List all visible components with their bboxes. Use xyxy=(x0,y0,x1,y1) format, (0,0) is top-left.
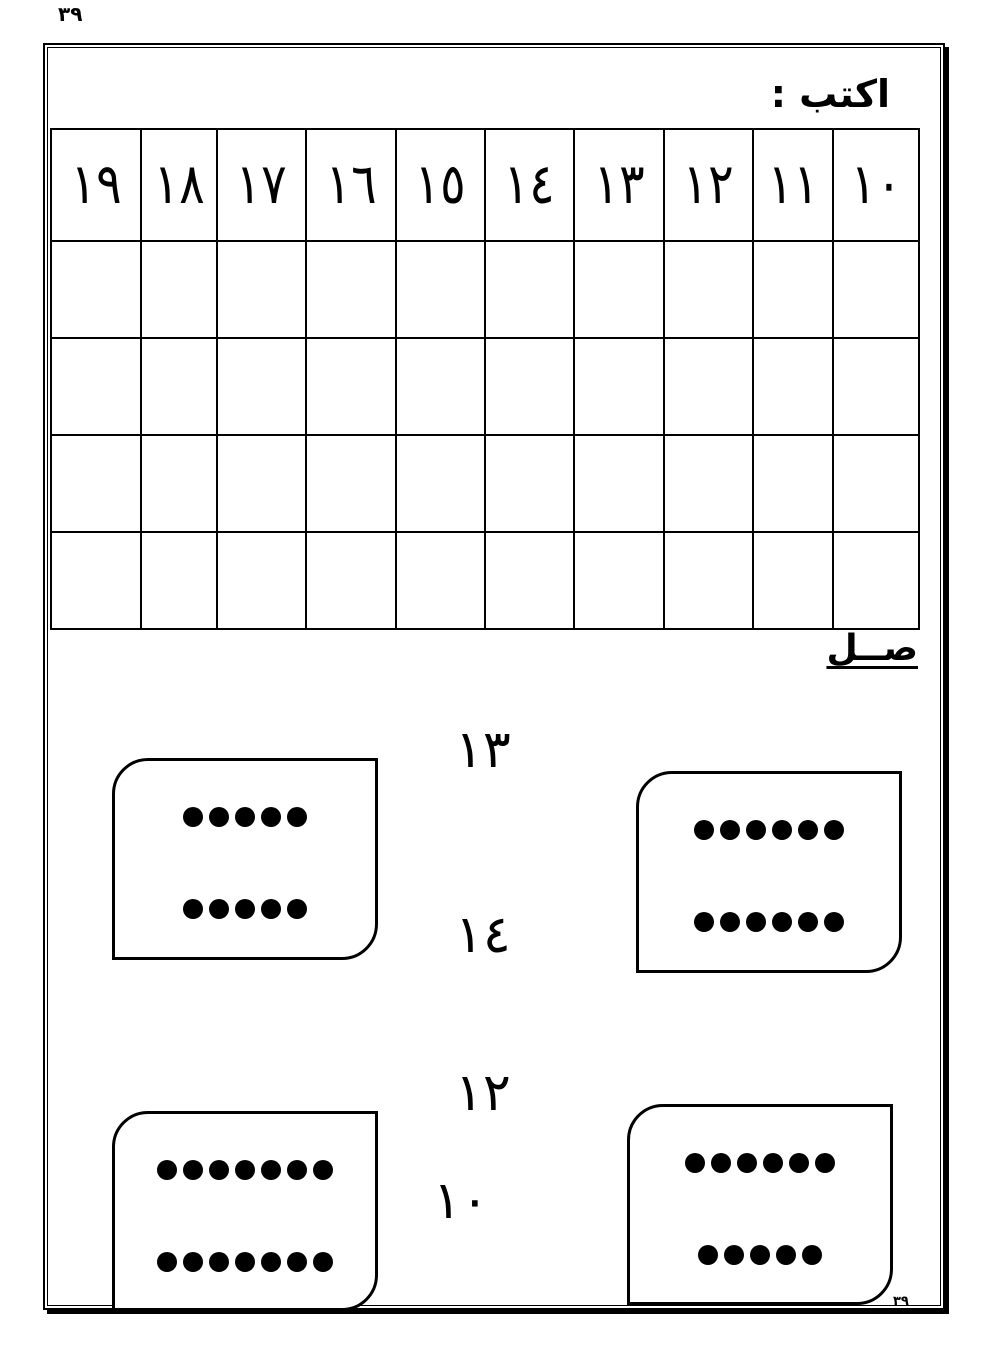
counting-dot xyxy=(694,912,714,932)
writing-cell[interactable] xyxy=(753,532,833,629)
counting-dot xyxy=(235,1160,255,1180)
dot-row xyxy=(639,912,899,936)
writing-cell[interactable] xyxy=(396,241,485,338)
writing-cell[interactable] xyxy=(141,338,217,435)
writing-cell[interactable] xyxy=(664,338,753,435)
counting-dot xyxy=(720,912,740,932)
writing-cell[interactable] xyxy=(833,338,919,435)
grid-number: ١٣ xyxy=(593,152,645,217)
counting-dot xyxy=(824,820,844,840)
counting-dot xyxy=(737,1153,757,1173)
writing-cell[interactable] xyxy=(141,241,217,338)
dot-card-top-right[interactable] xyxy=(636,771,902,973)
grid-blank-row xyxy=(51,241,919,338)
counting-dot xyxy=(157,1252,177,1272)
grid-blank-row xyxy=(51,532,919,629)
writing-cell[interactable] xyxy=(51,435,141,532)
counting-dot xyxy=(698,1245,718,1265)
writing-cell[interactable] xyxy=(141,435,217,532)
counting-dot xyxy=(157,1160,177,1180)
writing-cell[interactable] xyxy=(141,532,217,629)
counting-dot xyxy=(746,820,766,840)
grid-number: ١٤ xyxy=(503,152,556,217)
counting-dot xyxy=(235,1252,255,1272)
counting-dot xyxy=(763,1153,783,1173)
grid-number: ١٥ xyxy=(414,152,467,217)
writing-cell[interactable] xyxy=(574,532,664,629)
counting-dot xyxy=(789,1153,809,1173)
writing-cell[interactable] xyxy=(574,435,664,532)
writing-cell[interactable] xyxy=(664,241,753,338)
counting-dot xyxy=(798,820,818,840)
counting-dot xyxy=(720,820,740,840)
page-number-bottom: ٣٩ xyxy=(893,1294,909,1309)
counting-dot xyxy=(235,899,255,919)
writing-cell[interactable] xyxy=(833,532,919,629)
dot-row xyxy=(115,899,375,923)
grid-number: ١٠ xyxy=(850,152,902,217)
dot-card-bottom-right[interactable] xyxy=(627,1104,893,1305)
writing-cell[interactable] xyxy=(574,241,664,338)
writing-cell[interactable] xyxy=(396,435,485,532)
counting-dot xyxy=(824,912,844,932)
writing-cell[interactable] xyxy=(664,532,753,629)
connect-number[interactable]: ١٤ xyxy=(455,905,511,965)
writing-cell[interactable] xyxy=(217,241,306,338)
counting-dot xyxy=(746,912,766,932)
counting-dot xyxy=(261,1160,281,1180)
writing-cell[interactable] xyxy=(833,435,919,532)
counting-dot xyxy=(802,1245,822,1265)
counting-dot xyxy=(261,1252,281,1272)
page-number-top: ٣٩ xyxy=(58,2,83,26)
writing-cell[interactable] xyxy=(51,338,141,435)
writing-cell[interactable] xyxy=(396,338,485,435)
dot-row xyxy=(630,1245,890,1269)
writing-cell[interactable] xyxy=(485,338,574,435)
grid-header-cell xyxy=(51,129,141,241)
counting-dot xyxy=(261,807,281,827)
dot-row xyxy=(115,1252,375,1276)
counting-dot xyxy=(183,807,203,827)
writing-cell[interactable] xyxy=(833,241,919,338)
counting-dot xyxy=(183,899,203,919)
grid-number: ١٨ xyxy=(153,152,205,217)
dot-row xyxy=(115,807,375,831)
writing-cell[interactable] xyxy=(306,338,396,435)
dot-card-top-left[interactable] xyxy=(112,758,378,960)
counting-dot xyxy=(750,1245,770,1265)
dot-row xyxy=(630,1153,890,1177)
writing-cell[interactable] xyxy=(753,338,833,435)
write-title: اكتب : xyxy=(770,72,890,116)
connect-number[interactable]: ١٢ xyxy=(455,1063,511,1123)
number-writing-grid xyxy=(50,128,920,630)
connect-title: صــل xyxy=(826,628,918,669)
counting-dot xyxy=(287,1160,307,1180)
grid-number: ١٢ xyxy=(682,152,735,217)
counting-dot xyxy=(183,1252,203,1272)
grid-header-cell xyxy=(574,129,664,241)
counting-dot xyxy=(183,1160,203,1180)
grid-header-cell xyxy=(833,129,919,241)
counting-dot xyxy=(209,1160,229,1180)
counting-dot xyxy=(798,912,818,932)
writing-cell[interactable] xyxy=(753,241,833,338)
counting-dot xyxy=(287,807,307,827)
writing-cell[interactable] xyxy=(574,338,664,435)
grid-header-row xyxy=(51,129,919,241)
dot-row xyxy=(639,820,899,844)
dot-card-bottom-left[interactable] xyxy=(112,1111,378,1311)
grid-header-cell xyxy=(396,129,485,241)
grid-header-cell xyxy=(664,129,753,241)
writing-cell[interactable] xyxy=(51,241,141,338)
counting-dot xyxy=(776,1245,796,1265)
writing-cell[interactable] xyxy=(485,532,574,629)
counting-dot xyxy=(815,1153,835,1173)
grid-blank-row xyxy=(51,338,919,435)
counting-dot xyxy=(313,1252,333,1272)
writing-cell[interactable] xyxy=(485,435,574,532)
writing-cell[interactable] xyxy=(217,338,306,435)
grid-number: ١٦ xyxy=(325,152,377,217)
writing-cell[interactable] xyxy=(217,435,306,532)
grid-number: ١٧ xyxy=(235,152,288,217)
writing-cell[interactable] xyxy=(306,435,396,532)
grid-header-cell xyxy=(141,129,217,241)
connect-number[interactable]: ١٣ xyxy=(455,720,511,780)
writing-cell[interactable] xyxy=(753,435,833,532)
connect-number[interactable]: ١٠ xyxy=(433,1171,489,1231)
writing-cell[interactable] xyxy=(485,241,574,338)
counting-dot xyxy=(694,820,714,840)
grid-number: ١١ xyxy=(767,152,819,217)
grid-number: ١٩ xyxy=(70,152,122,217)
grid-header-cell xyxy=(306,129,396,241)
counting-dot xyxy=(772,820,792,840)
dot-row xyxy=(115,1160,375,1184)
writing-cell[interactable] xyxy=(51,532,141,629)
counting-dot xyxy=(287,899,307,919)
counting-dot xyxy=(685,1153,705,1173)
counting-dot xyxy=(209,899,229,919)
counting-dot xyxy=(261,899,281,919)
counting-dot xyxy=(209,1252,229,1272)
writing-cell[interactable] xyxy=(396,532,485,629)
counting-dot xyxy=(287,1252,307,1272)
grid-header-cell xyxy=(485,129,574,241)
counting-dot xyxy=(772,912,792,932)
counting-dot xyxy=(235,807,255,827)
counting-dot xyxy=(209,807,229,827)
grid-blank-row xyxy=(51,435,919,532)
writing-cell[interactable] xyxy=(217,532,306,629)
writing-cell[interactable] xyxy=(664,435,753,532)
writing-cell[interactable] xyxy=(306,532,396,629)
grid-header-cell xyxy=(753,129,833,241)
counting-dot xyxy=(313,1160,333,1180)
writing-cell[interactable] xyxy=(306,241,396,338)
grid-header-cell xyxy=(217,129,306,241)
counting-dot xyxy=(711,1153,731,1173)
counting-dot xyxy=(724,1245,744,1265)
